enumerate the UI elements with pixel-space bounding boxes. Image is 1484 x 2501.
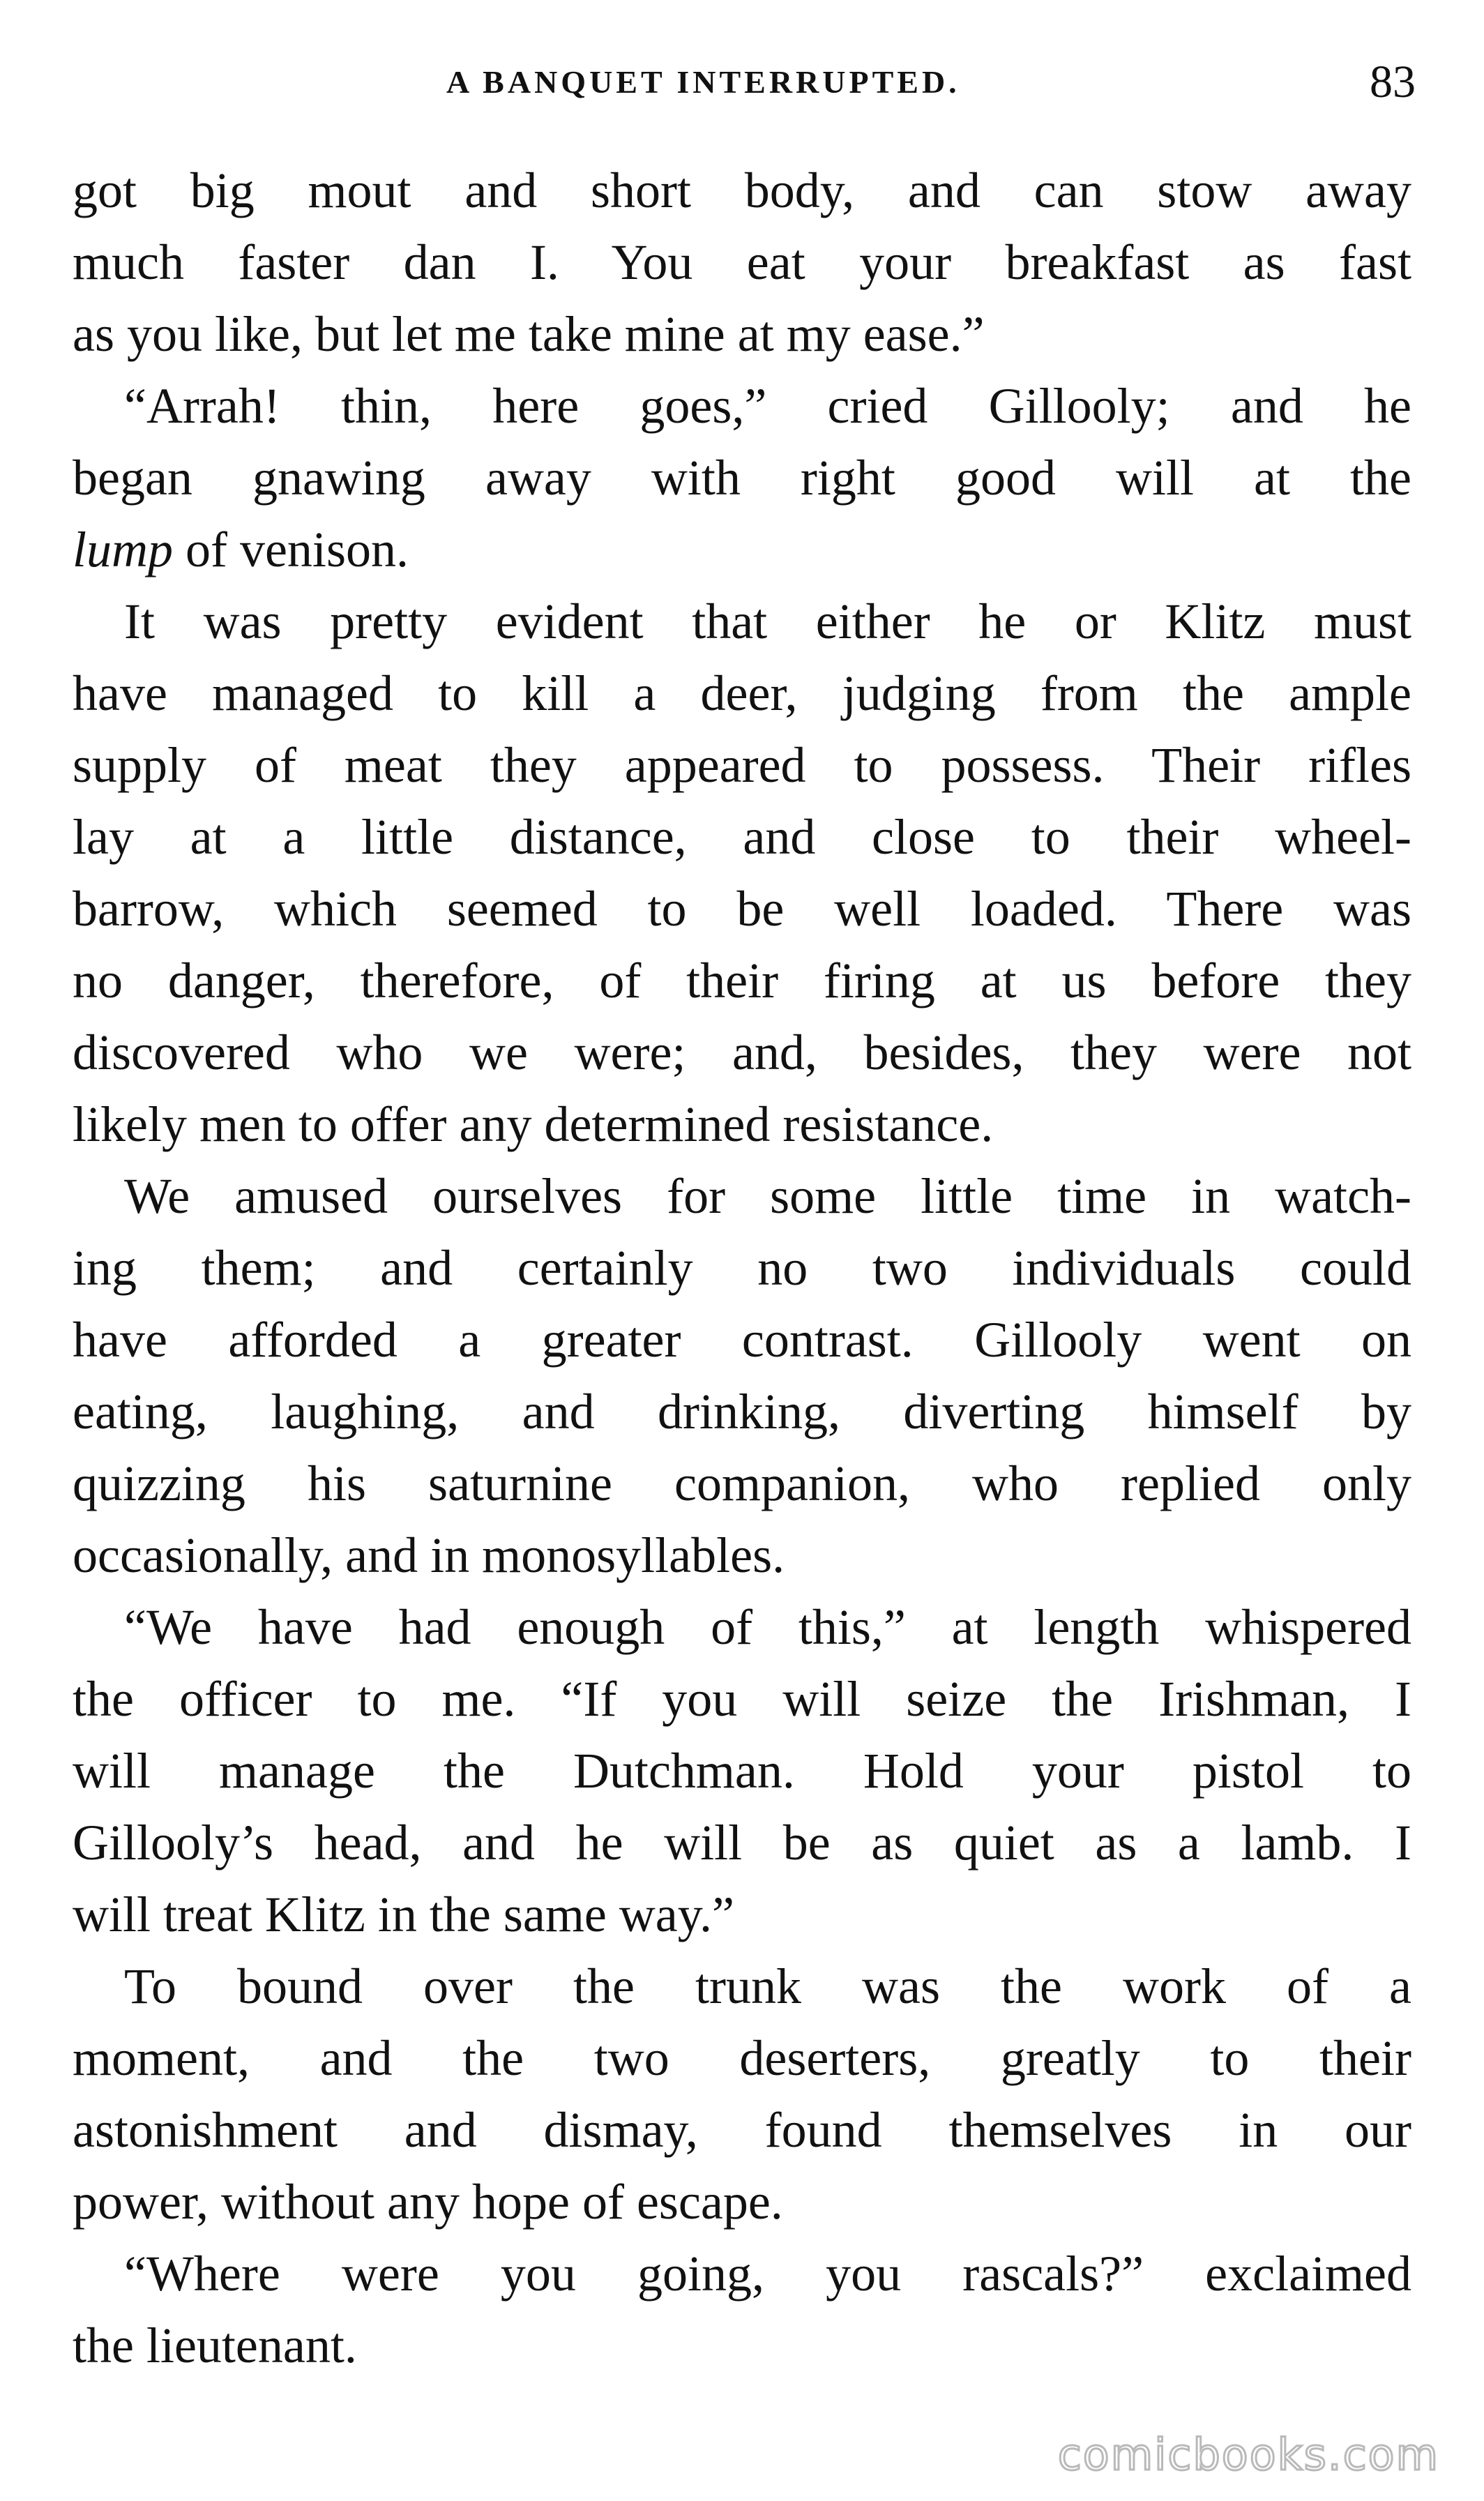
text-line: barrow, which seemed to be well loaded. There was xyxy=(73,881,1411,937)
text-line: no danger, therefore, of their firing at us before they xyxy=(73,953,1411,1008)
page-number: 83 xyxy=(1370,56,1416,107)
text-line: as you like, but let me take mine at my ease.” xyxy=(73,306,985,362)
text-line: To bound over the trunk was the work of a xyxy=(124,1958,1411,2014)
text-line: began gnawing away with right good will at the xyxy=(73,450,1411,506)
text-line: “Arrah! thin, here goes,” cried Gillooly; and he xyxy=(124,378,1411,434)
text-line: supply of meat they appeared to possess. Their rifles xyxy=(73,737,1411,793)
text-line: We amused ourselves for some little time in watch- xyxy=(124,1168,1411,1224)
body-text xyxy=(73,155,1411,2382)
text-line: “We have had enough of this,” at length whispered xyxy=(124,1599,1411,1655)
text-line: have managed to kill a deer, judging from the ample xyxy=(73,665,1411,721)
text-line: lay at a little distance, and close to their wheel- xyxy=(73,809,1411,865)
text-line: will treat Klitz in the same way.” xyxy=(73,1887,735,1942)
text-line: likely men to offer any determined resistance. xyxy=(73,1096,994,1152)
text-line: power, without any hope of escape. xyxy=(73,2174,783,2230)
text-line: eating, laughing, and drinking, diverting himself by xyxy=(73,1384,1411,1440)
text-line: have afforded a greater contrast. Gillooly went on xyxy=(73,1312,1411,1368)
text-line: astonishment and dismay, found themselves in our xyxy=(73,2102,1411,2158)
text-line: will manage the Dutchman. Hold your pistol to xyxy=(73,1743,1411,1799)
watermark: comicbooks.com xyxy=(1057,2429,1439,2480)
text-line: quizzing his saturnine companion, who replied only xyxy=(73,1456,1411,1511)
text-line: “Where were you going, you rascals?” exclaimed xyxy=(124,2246,1411,2302)
text-line: moment, and the two deserters, greatly to their xyxy=(73,2030,1411,2086)
text-line: the lieutenant. xyxy=(73,2318,357,2373)
text-line: occasionally, and in monosyllables. xyxy=(73,1527,785,1583)
italic-word: lump xyxy=(73,522,173,577)
running-head xyxy=(70,57,1416,120)
text-line: got big mout and short body, and can stow away xyxy=(73,163,1411,218)
text-line: It was pretty evident that either he or Klitz must xyxy=(124,594,1411,649)
text-line: discovered who we were; and, besides, they were not xyxy=(73,1025,1411,1080)
running-title: A BANQUET INTERRUPTED. xyxy=(446,64,960,100)
text-line: much faster dan I. You eat your breakfast as fast xyxy=(73,234,1411,290)
text-line-italic-lump: lump of venison. xyxy=(73,522,409,577)
text-line: ing them; and certainly no two individuals could xyxy=(73,1240,1411,1296)
text-line: the officer to me. “If you will seize the Irishman, I xyxy=(73,1671,1411,1727)
text-line: Gillooly’s head, and he will be as quiet as a lamb. I xyxy=(73,1815,1411,1871)
